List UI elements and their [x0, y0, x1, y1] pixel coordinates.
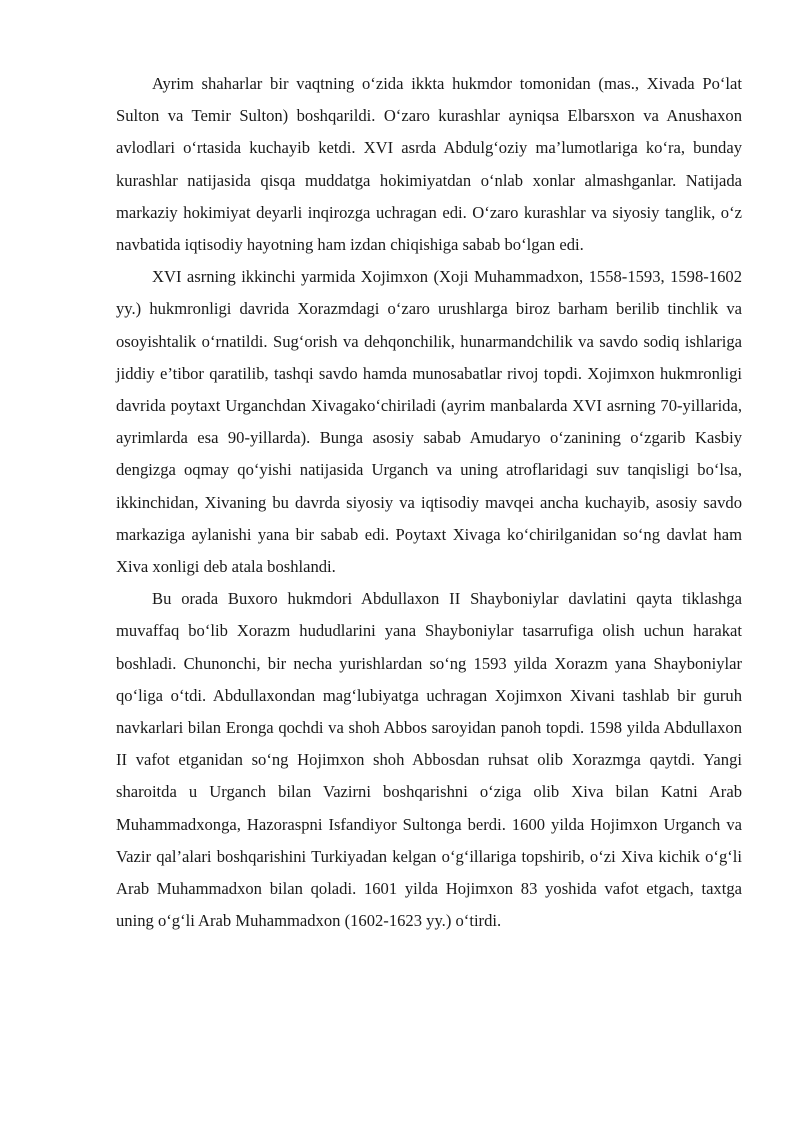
paragraph-1: Ayrim shaharlar bir vaqtning o‘zida ikkta hukmdor tomonidan (mas., Xivada Po‘lat Sulton va Temir Sulton) boshqarildi. O‘zaro kurashlar ayniqsa Elbarsxon va Anushaxon avlodlari o‘rtasida kuchayib ketdi. XVI asrda Abdulg‘oziy ma’lumotlariga ko‘ra, bunday kurashlar natijasida qisqa muddatga hokimiyatdan o‘nlab xonlar almashganlar. Natijada markaziy hokimiyat deyarli inqirozga uchragan edi. O‘zaro kurashlar va siyosiy tanglik, o‘z navbatida iqtisodiy hayotning ham izdan chiqishiga sabab bo‘lgan edi. [116, 74, 742, 255]
document-page [116, 68, 742, 937]
paragraph-2: XVI asrning ikkinchi yarmida Xojimxon (Xoji Muhammadxon, 1558-1593, 1598-1602 yy.) hukmronligi davrida Xorazmdagi o‘zaro urushlarga biroz barham berilib tinchlik va osoyishtalik o‘rnatildi. Sug‘orish va dehqonchilik, hunarmandchilik va savdo sodiq ishlariga jiddiy e’tibor qaratilib, tashqi savdo hamda munosabatlar rivoj topdi. Xojimxon hukmronligi davrida poytaxt Urganchdan Xivagako‘chiriladi (ayrim manbalarda XVI asrning 70-yillarida, ayrimlarda esa 90-yillarda). Bunga asosiy sabab Amudaryo o‘zanining o‘zgarib Kasbiy dengizga oqmay qo‘yishi natijasida Urganch va uning atroflaridagi suv tanqisligi bo‘lsa, ikkinchidan, Xivaning bu davrda siyosiy va iqtisodiy mavqei ancha kuchayib, asosiy savdo markaziga aylanishi yana bir sabab edi. Poytaxt Xivaga ko‘chirilganidan so‘ng davlat ham Xiva xonligi deb atala boshlandi. [116, 267, 742, 577]
paragraph-3: Bu orada Buxoro hukmdori Abdullaxon II Shayboniylar davlatini qayta tiklashga muvaffaq bo‘lib Xorazm hududlarini yana Shayboniylar tasarrufiga olish uchun harakat boshladi. Chunonchi, bir necha yurishlardan so‘ng 1593 yilda Xorazm yana Shayboniylar qo‘liga o‘tdi. Abdullaxondan mag‘lubiyatga uchragan Xojimxon Xivani tashlab bir guruh navkarlari bilan Eronga qochdi va shoh Abbos saroyidan panoh topdi. 1598 yilda Abdullaxon II vafot etganidan so‘ng Hojimxon shoh Abbosdan ruhsat olib Xorazmga qaytdi. Yangi sharoitda u Urganch bilan Vazirni boshqarishni o‘ziga olib Xiva bilan Katni Arab Muhammadxonga, Hazoraspni Isfandiyor Sultonga berdi. 1600 yilda Hojimxon Urganch va Vazir qal’alari boshqarishini Turkiyadan kelgan o‘g‘illariga topshirib, o‘zi Xiva kichik o‘g‘li Arab Muhammadxon bilan qoladi. 1601 yilda Hojimxon 83 yoshida vafot etgach, taxtga uning o‘g‘li Arab Muhammadxon (1602-1623 yy.) o‘tirdi. [116, 589, 742, 931]
